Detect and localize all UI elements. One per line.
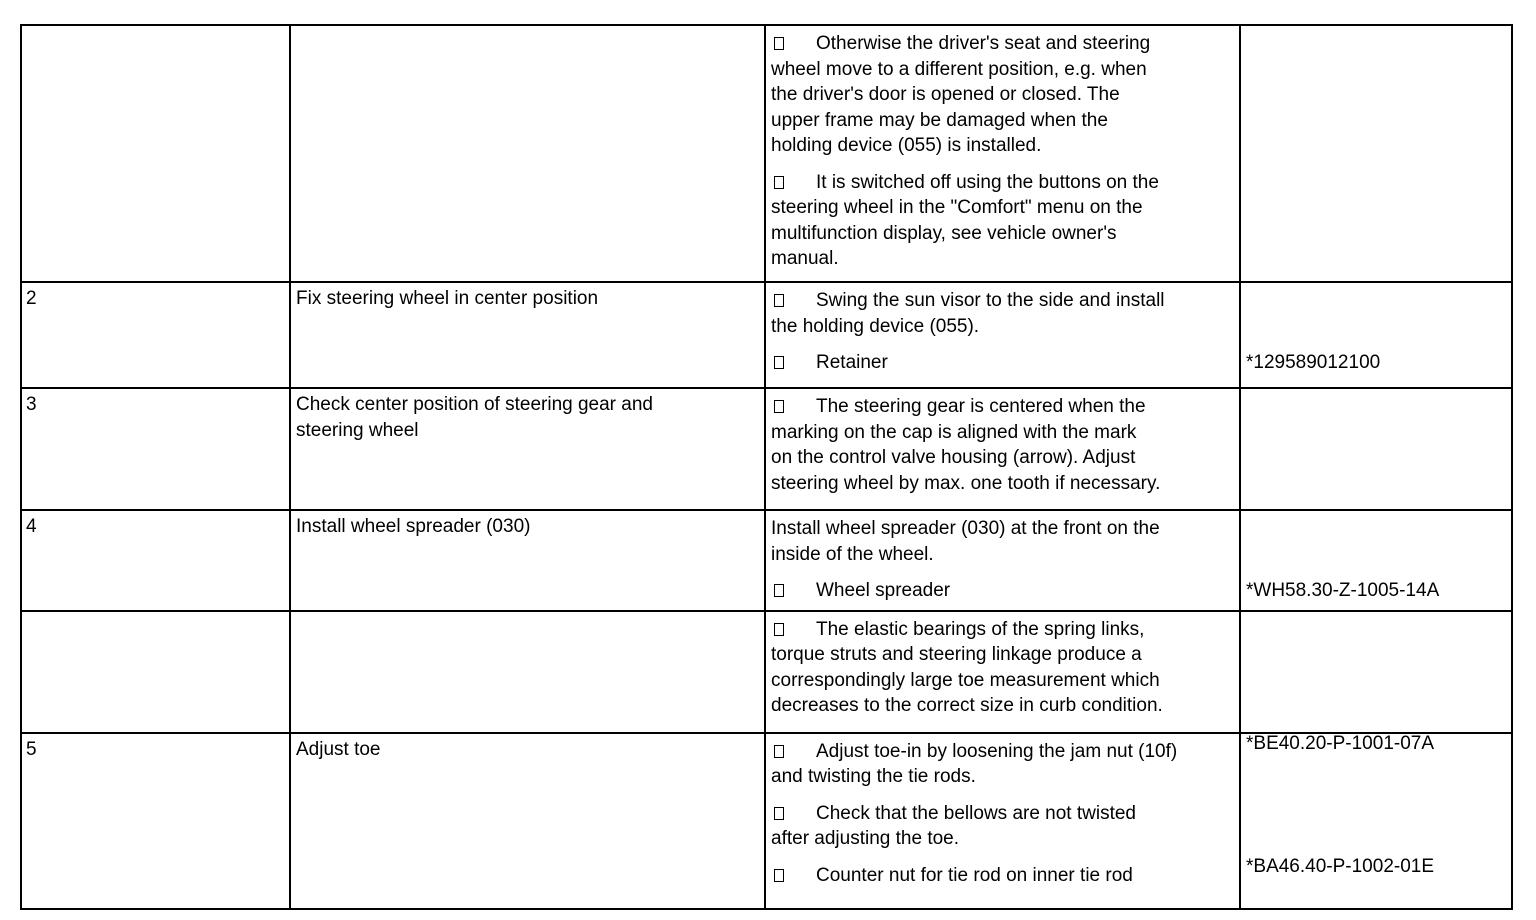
document-reference-link[interactable]: *WH58.30-Z-1005-14A <box>1246 580 1440 601</box>
description-paragraph <box>771 288 1235 339</box>
description-line <box>771 801 1235 827</box>
reference-spacer <box>1246 801 1507 827</box>
table-row <box>21 611 1512 733</box>
reference-spacer <box>1246 133 1507 159</box>
description-line <box>771 133 1235 159</box>
reference-spacer <box>1246 471 1507 497</box>
description-line <box>771 195 1235 221</box>
description-paragraph <box>771 863 1235 889</box>
step-title-cell <box>290 510 765 611</box>
reference-spacer <box>1246 420 1507 446</box>
description-cell <box>765 733 1240 909</box>
description-line <box>771 445 1235 471</box>
description-text: Swing the sun visor to the side and install <box>816 290 1165 311</box>
reference-spacer <box>1246 693 1507 719</box>
description-line <box>771 246 1235 272</box>
bullet-box-icon <box>774 807 784 820</box>
description-line <box>771 617 1235 643</box>
reference-spacer <box>1246 170 1507 196</box>
reference-slot <box>1246 394 1507 496</box>
reference-spacer <box>1246 288 1507 314</box>
reference-spacer <box>1246 578 1507 604</box>
description-line <box>771 82 1235 108</box>
description-text: torque struts and steering linkage produce a <box>771 644 1142 665</box>
reference-spacer <box>1246 617 1507 643</box>
reference-spacer <box>1246 57 1507 83</box>
bullet-box-icon <box>774 623 784 636</box>
description-text: The steering gear is centered when the <box>816 396 1146 417</box>
description-text: Install wheel spreader (030) at the front on the <box>771 518 1160 539</box>
description-cell <box>765 25 1240 282</box>
bullet-box-icon <box>774 176 784 189</box>
bullet-box-icon <box>774 584 784 597</box>
procedure-table-body <box>21 25 1512 909</box>
document-reference-link[interactable]: *129589012100 <box>1246 352 1381 373</box>
reference-cell <box>1240 282 1512 388</box>
description-text: Otherwise the driver's seat and steering <box>816 33 1151 54</box>
description-line <box>771 642 1235 668</box>
reference-spacer <box>1246 732 1507 765</box>
reference-slot <box>1246 732 1507 790</box>
document-reference-link[interactable]: *BE40.20-P-1001-07A <box>1246 732 1435 754</box>
table-row <box>21 25 1512 282</box>
step-number: 4 <box>26 516 37 537</box>
reference-spacer <box>1246 195 1507 221</box>
description-text: holding device (055) is installed. <box>771 135 1042 156</box>
description-text: Retainer <box>816 352 888 373</box>
description-text: upper frame may be damaged when the <box>771 109 1108 131</box>
description-text: marking on the cap is aligned with the mark <box>771 421 1137 443</box>
description-text: The elastic bearings of the spring links, <box>816 618 1145 640</box>
description-line <box>771 826 1235 852</box>
document-reference-link[interactable]: *BA46.40-P-1002-01E <box>1246 855 1435 877</box>
reference-cell <box>1240 733 1512 909</box>
step-title-cell <box>290 733 765 909</box>
reference-spacer <box>1246 542 1507 568</box>
step-title-cell <box>290 282 765 388</box>
description-line <box>771 578 1235 604</box>
reference-spacer <box>1246 82 1507 108</box>
description-text: Counter nut for tie rod on inner tie rod <box>816 864 1133 886</box>
table-row <box>21 510 1512 611</box>
description-line <box>771 350 1235 376</box>
step-number: 5 <box>26 738 37 760</box>
description-line <box>771 221 1235 247</box>
reference-slot <box>1246 578 1507 604</box>
step-number-cell <box>21 282 290 388</box>
description-text: Wheel spreader <box>816 580 951 601</box>
reference-slot <box>1246 516 1507 567</box>
step-number-cell <box>21 733 290 909</box>
reference-slot <box>1246 801 1507 852</box>
description-text: steering wheel by max. one tooth if necessary. <box>771 472 1161 494</box>
step-number-cell <box>21 388 290 510</box>
reference-spacer <box>1246 350 1507 376</box>
description-text: Check that the bellows are not twisted <box>816 802 1137 824</box>
description-text: inside of the wheel. <box>771 543 934 565</box>
description-text: steering wheel in the "Comfort" menu on the <box>771 197 1143 218</box>
description-line <box>771 471 1235 497</box>
reference-spacer <box>1246 445 1507 471</box>
reference-spacer <box>1246 855 1507 889</box>
description-line <box>771 108 1235 134</box>
description-paragraph <box>771 801 1235 852</box>
reference-spacer <box>1246 31 1507 57</box>
description-paragraph <box>771 350 1235 376</box>
table-row <box>21 282 1512 388</box>
bullet-box-icon <box>774 869 784 882</box>
description-line <box>771 693 1235 719</box>
reference-slot <box>1246 350 1507 376</box>
description-line <box>771 542 1235 568</box>
reference-cell <box>1240 611 1512 733</box>
description-text: the driver's door is opened or closed. The <box>771 84 1120 105</box>
description-text: decreases to the correct size in curb condition. <box>771 695 1163 716</box>
table-row <box>21 733 1512 909</box>
description-text: wheel move to a different position, e.g. when <box>771 58 1147 80</box>
description-cell <box>765 388 1240 510</box>
description-text: manual. <box>771 248 839 269</box>
description-line <box>771 420 1235 446</box>
step-title-line: steering wheel <box>296 420 419 441</box>
description-text: It is switched off using the buttons on the <box>816 171 1159 193</box>
reference-cell <box>1240 510 1512 611</box>
procedure-table <box>20 24 1513 910</box>
step-number-cell <box>21 611 290 733</box>
reference-slot <box>1246 288 1507 339</box>
bullet-box-icon <box>774 37 784 50</box>
table-row <box>21 388 1512 510</box>
description-paragraph <box>771 516 1235 567</box>
description-line <box>771 863 1235 889</box>
description-line <box>771 314 1235 340</box>
description-text: on the control valve housing (arrow). Adjust <box>771 447 1136 468</box>
reference-spacer <box>1246 826 1507 852</box>
step-title-cell <box>290 25 765 282</box>
description-text: the holding device (055). <box>771 315 980 337</box>
reference-spacer <box>1246 221 1507 247</box>
description-paragraph <box>771 170 1235 272</box>
step-title-line: Install wheel spreader (030) <box>296 516 531 537</box>
reference-spacer <box>1246 314 1507 340</box>
description-text: after adjusting the toe. <box>771 828 960 849</box>
bullet-box-icon <box>774 400 784 413</box>
reference-spacer <box>1246 394 1507 420</box>
reference-spacer <box>1246 764 1507 790</box>
description-line <box>771 394 1235 420</box>
reference-slot <box>1246 170 1507 272</box>
bullet-box-icon <box>774 294 784 307</box>
description-paragraph <box>771 31 1235 159</box>
bullet-box-icon <box>774 356 784 369</box>
step-number-cell <box>21 510 290 611</box>
bullet-box-icon <box>774 745 784 758</box>
step-title-cell <box>290 611 765 733</box>
reference-slot <box>1246 617 1507 719</box>
reference-cell <box>1240 25 1512 282</box>
step-number: 3 <box>26 394 37 415</box>
description-paragraph <box>771 394 1235 496</box>
description-line <box>771 57 1235 83</box>
description-line <box>771 31 1235 57</box>
step-title-cell <box>290 388 765 510</box>
reference-spacer <box>1246 642 1507 668</box>
reference-spacer <box>1246 516 1507 542</box>
description-text: multifunction display, see vehicle owner's <box>771 222 1117 244</box>
reference-spacer <box>1246 108 1507 134</box>
description-paragraph <box>771 739 1235 790</box>
step-number-cell <box>21 25 290 282</box>
description-paragraph <box>771 578 1235 604</box>
reference-spacer <box>1246 246 1507 272</box>
reference-cell <box>1240 388 1512 510</box>
step-title-line: Fix steering wheel in center position <box>296 288 599 309</box>
step-title-line: Check center position of steering gear and <box>296 394 653 415</box>
description-cell <box>765 611 1240 733</box>
description-paragraph <box>771 617 1235 719</box>
description-line <box>771 739 1235 765</box>
description-text: Adjust toe-in by loosening the jam nut (10f) <box>816 740 1178 762</box>
reference-slot <box>1246 855 1507 889</box>
description-text: and twisting the tie rods. <box>771 766 976 787</box>
reference-slot <box>1246 31 1507 159</box>
description-line <box>771 764 1235 790</box>
step-number: 2 <box>26 288 37 309</box>
description-line <box>771 288 1235 314</box>
description-line <box>771 170 1235 196</box>
description-cell <box>765 510 1240 611</box>
description-cell <box>765 282 1240 388</box>
reference-spacer <box>1246 668 1507 694</box>
description-line <box>771 516 1235 542</box>
description-text: correspondingly large toe measurement which <box>771 669 1160 691</box>
description-line <box>771 668 1235 694</box>
step-title-line: Adjust toe <box>296 738 381 760</box>
